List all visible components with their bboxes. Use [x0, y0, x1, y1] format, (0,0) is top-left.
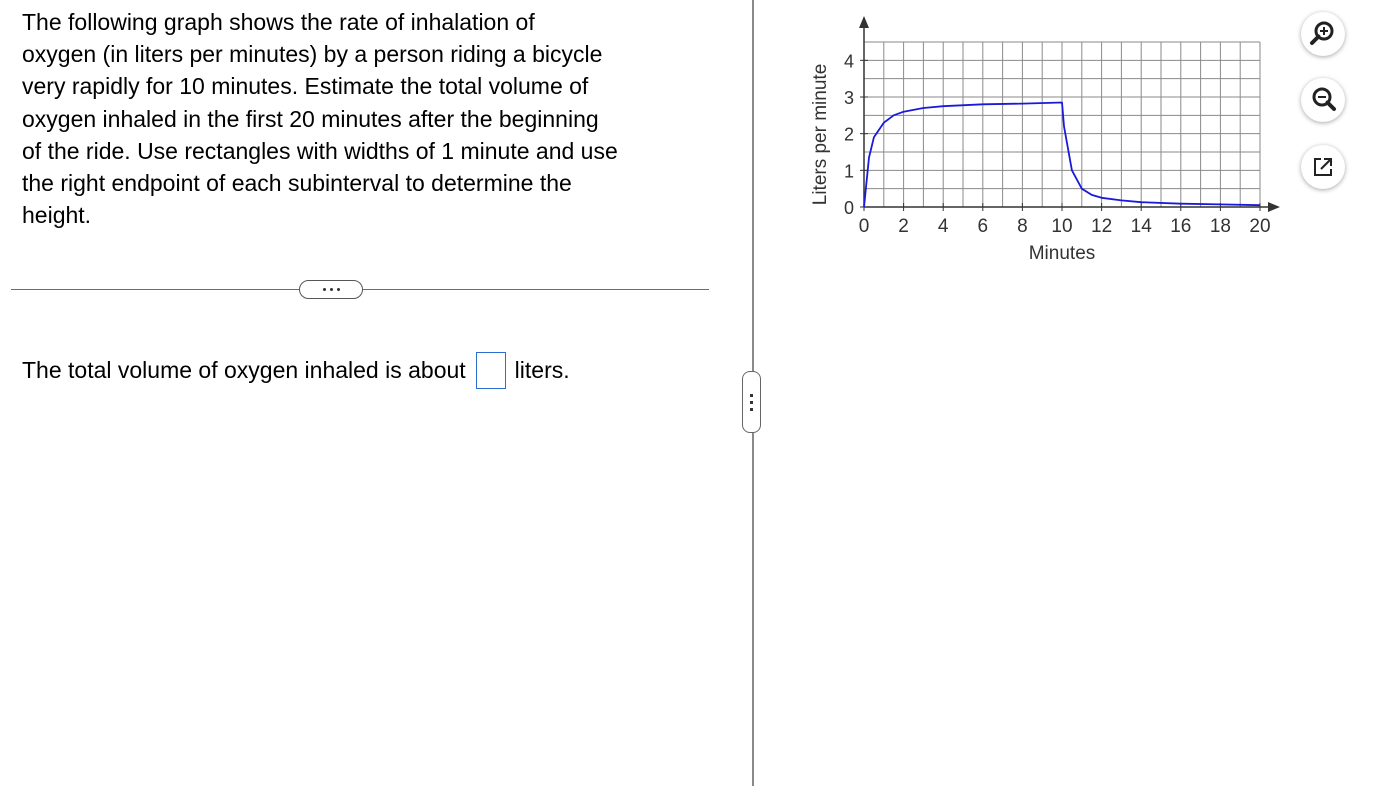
zoom-out-button[interactable]: [1301, 78, 1345, 122]
y-tick-label: 4: [843, 51, 854, 72]
y-tick-label: 2: [843, 124, 854, 145]
grid: [864, 42, 1260, 207]
y-tick-label: 1: [843, 161, 854, 182]
popout-icon: [1311, 155, 1335, 179]
x-tick-label: 2: [898, 216, 909, 237]
question-line: The following graph shows the rate of inhalation of: [22, 9, 535, 35]
question-line: the right endpoint of each subinterval to determine the: [22, 170, 572, 197]
question-line: oxygen inhaled in the first 20 minutes after the beginning: [22, 105, 599, 132]
popout-button[interactable]: [1301, 145, 1345, 189]
x-tick-label: 4: [937, 216, 949, 237]
oxygen-rate-graph: [800, 10, 1300, 280]
x-tick-label: 20: [1249, 216, 1271, 237]
question-line: oxygen (in liters per minutes) by a person riding a bicycle: [22, 41, 603, 68]
question-line: height.: [22, 202, 92, 229]
y-tick-label: 3: [843, 88, 854, 108]
zoom-in-button[interactable]: [1301, 12, 1345, 56]
question-line: very rapidly for 10 minutes. Estimate the total volume of: [22, 73, 589, 100]
ellipsis-icon: [323, 288, 326, 291]
x-axis-label: Minutes: [1028, 243, 1096, 264]
answer-input[interactable]: [476, 352, 506, 389]
x-tick-label: 16: [1170, 216, 1192, 237]
pane-resize-handle[interactable]: [742, 371, 761, 433]
grip-dot: [750, 401, 753, 404]
grip-dot: [750, 394, 753, 397]
x-tick-label: 0: [858, 216, 870, 237]
answer-row: [22, 352, 570, 389]
y-axis-arrow: [859, 16, 869, 28]
x-tick-label: 10: [1051, 216, 1073, 237]
answer-prefix: The total volume of oxygen inhaled is about: [22, 357, 466, 383]
zoom-in-icon: [1309, 20, 1337, 48]
x-tick-label: 6: [977, 216, 989, 237]
question-line: of the ride. Use rectangles with widths of 1 minute and use: [22, 137, 618, 164]
grip-dot: [750, 408, 753, 411]
question-text: [22, 6, 712, 231]
x-tick-label: 12: [1091, 216, 1113, 237]
ellipsis-icon: [337, 288, 340, 291]
ellipsis-icon: [330, 288, 333, 291]
expand-more-button[interactable]: [299, 280, 363, 299]
y-tick-label: 0: [843, 198, 854, 218]
zoom-out-icon: [1309, 86, 1337, 114]
x-axis-arrow: [1268, 202, 1280, 212]
x-tick-label: 8: [1017, 216, 1028, 237]
y-axis-label: Liters per minute: [810, 63, 831, 206]
answer-suffix: liters.: [514, 357, 570, 383]
x-tick-label: 18: [1209, 216, 1231, 237]
x-tick-label: 14: [1130, 216, 1152, 237]
